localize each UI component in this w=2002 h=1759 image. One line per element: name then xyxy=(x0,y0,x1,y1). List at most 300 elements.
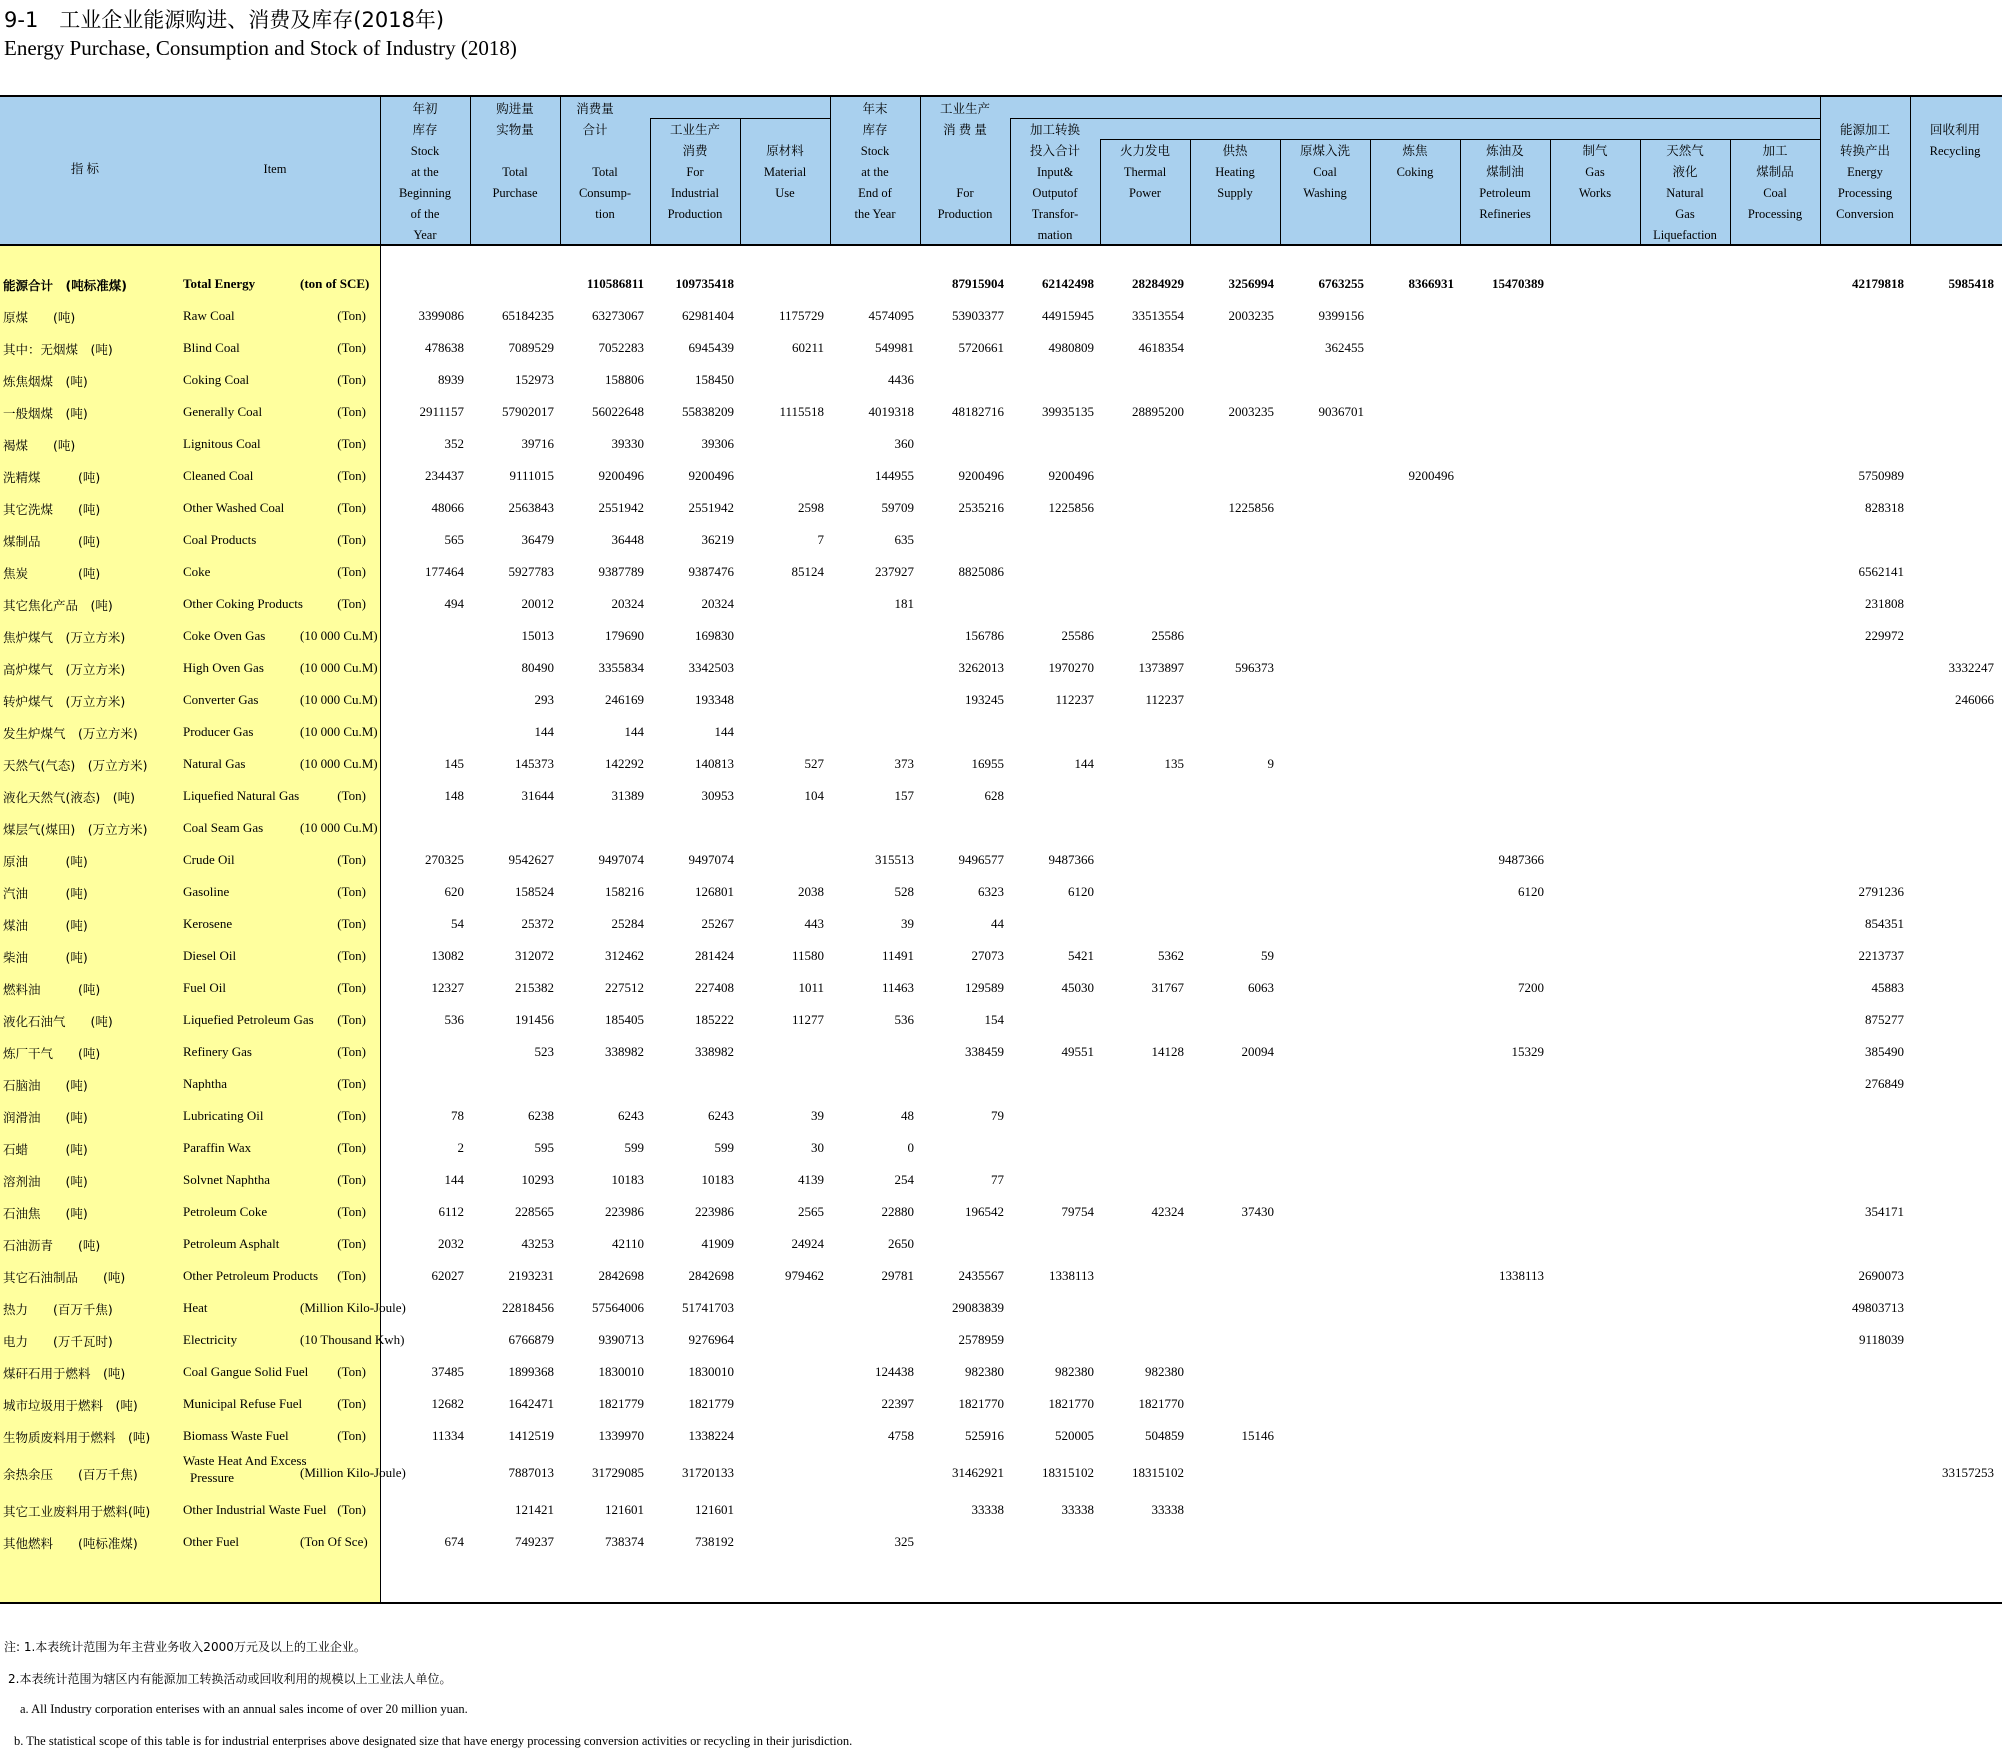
row-value: 2213737 xyxy=(1858,948,1904,963)
header-heating_supply-line: 供热 xyxy=(1222,144,1248,158)
column-divider xyxy=(1280,139,1281,244)
row-item-cn: 汽油 (吨) xyxy=(3,886,88,901)
header-recycling-line: 回收利用 xyxy=(1929,123,1980,137)
header-material_use-line: Material xyxy=(763,165,807,179)
row-value: 674 xyxy=(444,1534,464,1549)
row-value: 158450 xyxy=(695,372,734,387)
row-value: 148 xyxy=(444,788,464,803)
row-value: 112237 xyxy=(1055,692,1094,707)
row-value: 2690073 xyxy=(1858,1268,1904,1283)
row-value: 246066 xyxy=(1955,692,1994,707)
table-row xyxy=(0,813,2002,845)
row-value: 9387476 xyxy=(688,564,734,579)
row-value: 4139 xyxy=(798,1172,824,1187)
row-value: 20012 xyxy=(521,596,554,611)
column-divider xyxy=(740,118,741,244)
row-value: 18315102 xyxy=(1042,1465,1094,1480)
table-row xyxy=(0,749,2002,781)
row-value: 31767 xyxy=(1151,980,1184,995)
row-item-en: Liquefied Petroleum Gas xyxy=(183,1012,314,1027)
row-value: 525916 xyxy=(965,1428,1004,1443)
row-value: 9200496 xyxy=(598,468,644,483)
column-divider xyxy=(1640,139,1641,244)
row-value: 25284 xyxy=(611,916,644,931)
header-coal_processing-line: 加工 xyxy=(1762,144,1788,158)
row-value: 158524 xyxy=(515,884,554,899)
row-value: 9111015 xyxy=(509,468,554,483)
row-value: 39330 xyxy=(611,436,644,451)
row-value: 5720661 xyxy=(958,340,1004,355)
row-item-cn: 能源合计 (吨标准煤) xyxy=(3,278,127,293)
row-item-en: Gasoline xyxy=(183,884,230,899)
row-value: 45883 xyxy=(1871,980,1904,995)
header-purchase-line xyxy=(470,141,560,162)
row-value: 15146 xyxy=(1241,1428,1274,1443)
row-value: 2842698 xyxy=(688,1268,734,1283)
row-unit: (Ton) xyxy=(337,1364,366,1379)
row-value: 158806 xyxy=(605,372,644,387)
table-row xyxy=(0,461,2002,493)
row-value: 62981404 xyxy=(682,308,734,323)
row-item-cn: 高炉煤气 (万立方米) xyxy=(3,662,126,677)
row-value: 10293 xyxy=(521,1172,554,1187)
row-value: 39935135 xyxy=(1042,404,1094,419)
row-value: 54 xyxy=(451,916,464,931)
row-value: 9387789 xyxy=(598,564,644,579)
row-value: 738374 xyxy=(605,1534,644,1549)
row-value: 4758 xyxy=(888,1428,914,1443)
row-value: 77 xyxy=(991,1172,1004,1187)
row-item-en: Coal Products xyxy=(183,532,257,547)
row-value: 1821770 xyxy=(958,1396,1004,1411)
row-value: 79 xyxy=(991,1108,1004,1123)
row-value: 536 xyxy=(894,1012,914,1027)
row-value: 144 xyxy=(714,724,734,739)
row-value: 9 xyxy=(1267,756,1274,771)
header-stock_begin-line: at the xyxy=(411,165,439,179)
row-item-cn: 石脑油 (吨) xyxy=(3,1078,88,1093)
row-value: 28284929 xyxy=(1132,276,1184,291)
row-value: 5362 xyxy=(1158,948,1184,963)
row-unit: (Ton Of Sce) xyxy=(300,1534,368,1549)
row-value: 2032 xyxy=(438,1236,464,1251)
row-unit: (10 000 Cu.M) xyxy=(300,692,378,707)
row-value: 293 xyxy=(534,692,554,707)
header-energy_processing-line: 转换产出 xyxy=(1839,144,1890,158)
row-value: 6120 xyxy=(1518,884,1544,899)
row-value: 37485 xyxy=(431,1364,464,1379)
header-stock_end-line: at the xyxy=(861,165,889,179)
header-stock_end-line: the Year xyxy=(854,207,896,221)
table-row xyxy=(0,1069,2002,1101)
row-value: 15470389 xyxy=(1492,276,1544,291)
row-unit: (Ton) xyxy=(337,884,366,899)
row-value: 875277 xyxy=(1865,1012,1904,1027)
row-unit: (Ton) xyxy=(337,1172,366,1187)
row-value: 6243 xyxy=(618,1108,644,1123)
row-value: 33513554 xyxy=(1132,308,1184,323)
row-value: 5750989 xyxy=(1858,468,1904,483)
header-for_production_group-line: 消 费 量 xyxy=(943,123,987,137)
row-value: 140813 xyxy=(695,756,734,771)
row-value: 56022648 xyxy=(592,404,644,419)
row-value: 1011 xyxy=(798,980,824,995)
row-item-cn: 煤油 (吨) xyxy=(3,918,88,933)
header-coal_processing-line: 煤制品 xyxy=(1756,165,1794,179)
row-value: 385490 xyxy=(1865,1044,1904,1059)
table-row xyxy=(0,685,2002,717)
row-value: 599 xyxy=(624,1140,644,1155)
row-value: 36448 xyxy=(611,532,644,547)
row-unit: (10 000 Cu.M) xyxy=(300,660,378,675)
row-unit: (10 000 Cu.M) xyxy=(300,628,378,643)
header-gas_works-line: Gas xyxy=(1585,165,1605,179)
row-item-en: Total Energy xyxy=(183,276,256,291)
row-value: 12682 xyxy=(431,1396,464,1411)
table-row xyxy=(0,781,2002,813)
header-purchase-line: Purchase xyxy=(492,186,538,200)
row-item-en: Petroleum Coke xyxy=(183,1204,268,1219)
row-value: 3262013 xyxy=(958,660,1004,675)
row-value: 9497074 xyxy=(688,852,734,867)
row-value: 979462 xyxy=(785,1268,824,1283)
row-value: 237927 xyxy=(875,564,914,579)
row-unit: (Ton) xyxy=(337,532,366,547)
row-item-en: Refinery Gas xyxy=(183,1044,252,1059)
row-value: 185405 xyxy=(605,1012,644,1027)
row-value: 527 xyxy=(804,756,824,771)
row-value: 1225856 xyxy=(1228,500,1274,515)
row-item-en: Lignitous Coal xyxy=(183,436,261,451)
note-line: a. All Industry corporation enterises with an annual sales income of over 20 million yuan. xyxy=(20,1702,468,1716)
header-stock_begin-line: of the xyxy=(410,207,440,221)
row-item-en: High Oven Gas xyxy=(183,660,264,675)
row-item-cn: 一般烟煤 (吨) xyxy=(3,406,88,421)
row-item-en: Crude Oil xyxy=(183,852,235,867)
row-item-en: Waste Heat And Excess xyxy=(183,1453,307,1468)
row-item-cn: 石油沥青 (吨) xyxy=(3,1238,101,1253)
column-divider xyxy=(1550,139,1551,244)
table-row xyxy=(0,525,2002,557)
row-value: 44 xyxy=(991,916,1004,931)
row-unit: (Ton) xyxy=(337,372,366,387)
row-value: 4019318 xyxy=(868,404,914,419)
row-unit: (Ton) xyxy=(337,852,366,867)
row-value: 44915945 xyxy=(1042,308,1094,323)
row-value: 549981 xyxy=(875,340,914,355)
row-value: 9487366 xyxy=(1498,852,1544,867)
row-value: 39 xyxy=(811,1108,824,1123)
row-value: 6063 xyxy=(1248,980,1274,995)
row-value: 41909 xyxy=(701,1236,734,1251)
row-item-cn: 转炉煤气 (万立方米) xyxy=(3,694,126,709)
table-row xyxy=(0,429,2002,461)
table-row xyxy=(0,493,2002,525)
row-value: 1830010 xyxy=(688,1364,734,1379)
header-stock_begin-line: Stock xyxy=(410,144,440,158)
row-item-cn: 炼焦烟煤 (吨) xyxy=(3,374,88,389)
row-value: 2650 xyxy=(888,1236,914,1251)
header-divider xyxy=(650,118,830,119)
row-item-en: Petroleum Asphalt xyxy=(183,1236,280,1251)
row-item-en: Other Fuel xyxy=(183,1534,239,1549)
row-value: 31462921 xyxy=(952,1465,1004,1480)
row-unit: (Ton) xyxy=(337,1044,366,1059)
row-value: 49551 xyxy=(1061,1044,1094,1059)
header-petroleum_refineries-line: 炼油及 xyxy=(1486,144,1524,158)
row-value: 596373 xyxy=(1235,660,1274,675)
row-value: 6323 xyxy=(978,884,1004,899)
row-value: 338982 xyxy=(695,1044,734,1059)
row-item-cn: 焦炉煤气 (万立方米) xyxy=(3,630,126,645)
row-value: 48 xyxy=(901,1108,914,1123)
row-value: 51741703 xyxy=(682,1300,734,1315)
row-value: 13082 xyxy=(431,948,464,963)
row-value: 33157253 xyxy=(1942,1465,1994,1480)
row-value: 144 xyxy=(1074,756,1094,771)
row-value: 8825086 xyxy=(958,564,1004,579)
row-value: 246169 xyxy=(605,692,644,707)
row-value: 9496577 xyxy=(958,852,1004,867)
header-industrial_production-line: Industrial xyxy=(671,186,719,200)
header-industrial_group-line: 消费 xyxy=(682,144,708,158)
row-unit: (Ton) xyxy=(337,596,366,611)
row-value: 179690 xyxy=(605,628,644,643)
row-value: 1412519 xyxy=(508,1428,554,1443)
row-value: 520005 xyxy=(1055,1428,1094,1443)
row-item-en: Electricity xyxy=(183,1332,238,1347)
row-value: 152973 xyxy=(515,372,554,387)
header-energy_processing-line: Processing xyxy=(1837,186,1893,200)
row-value: 29781 xyxy=(881,1268,914,1283)
row-item-en: Coal Gangue Solid Fuel xyxy=(183,1364,309,1379)
row-value: 1970270 xyxy=(1048,660,1094,675)
row-value: 145 xyxy=(444,756,464,771)
row-item-cn: 其中：无烟煤 (吨) xyxy=(3,342,113,357)
row-value: 1175729 xyxy=(778,308,824,323)
row-value: 20324 xyxy=(701,596,734,611)
table-row xyxy=(0,1495,2002,1527)
row-value: 121601 xyxy=(695,1502,734,1517)
row-value: 22397 xyxy=(881,1396,914,1411)
header-col_item_cn: 指 标 xyxy=(70,162,100,176)
row-value: 33338 xyxy=(1061,1502,1094,1517)
row-value: 5985418 xyxy=(1948,276,1994,291)
row-value: 373 xyxy=(894,756,914,771)
header-energy_processing-line: 能源加工 xyxy=(1839,123,1890,137)
page-title-cn: 9-1 工业企业能源购进、消费及库存(2018年) xyxy=(4,8,445,32)
header-thermal_power-line: 火力发电 xyxy=(1119,144,1170,158)
row-value: 281424 xyxy=(695,948,734,963)
row-unit: (Ton) xyxy=(337,980,366,995)
table-row xyxy=(0,1421,2002,1453)
header-stock_end-line: End of xyxy=(858,186,892,200)
row-value: 37430 xyxy=(1241,1204,1274,1219)
header-transform_input-line: Input& xyxy=(1036,165,1074,179)
row-value: 9399156 xyxy=(1318,308,1364,323)
row-value: 360 xyxy=(894,436,914,451)
row-value: 2563843 xyxy=(508,500,554,515)
header-stock_begin-line: Beginning xyxy=(398,186,452,200)
row-value: 749237 xyxy=(515,1534,554,1549)
row-value: 2578959 xyxy=(958,1332,1004,1347)
row-value: 1821779 xyxy=(598,1396,644,1411)
row-value: 3399086 xyxy=(418,308,464,323)
row-item-en: Biomass Waste Fuel xyxy=(183,1428,289,1443)
row-item-en: Producer Gas xyxy=(183,724,254,739)
row-unit: (10 Thousand Kwh) xyxy=(300,1332,405,1347)
row-value: 185222 xyxy=(695,1012,734,1027)
row-value: 9036701 xyxy=(1318,404,1364,419)
table-row xyxy=(0,909,2002,941)
row-value: 25267 xyxy=(701,916,734,931)
row-value: 1899368 xyxy=(508,1364,554,1379)
header-total_consumption-line: tion xyxy=(595,207,615,221)
column-divider xyxy=(1190,139,1191,244)
row-item-en-line2: Pressure xyxy=(190,1470,235,1485)
row-value: 154 xyxy=(984,1012,1004,1027)
column-divider xyxy=(560,97,561,244)
row-item-cn: 其他燃料 (吨标准煤) xyxy=(3,1536,138,1551)
row-unit: (Ton) xyxy=(337,1428,366,1443)
header-coking-line: Coking xyxy=(1396,165,1434,179)
row-value: 157 xyxy=(894,788,914,803)
row-value: 362455 xyxy=(1325,340,1364,355)
page-title-en: Energy Purchase, Consumption and Stock of Industry (2018) xyxy=(4,36,517,60)
header-purchase-line: 购进量 xyxy=(496,102,534,116)
row-value: 22818456 xyxy=(502,1300,554,1315)
row-value: 1642471 xyxy=(508,1396,554,1411)
row-value: 42110 xyxy=(611,1236,644,1251)
table-row xyxy=(0,653,2002,685)
row-value: 9390713 xyxy=(598,1332,644,1347)
row-item-cn: 煤矸石用于燃料 (吨) xyxy=(3,1366,126,1381)
row-item-cn: 天然气(气态) (万立方米) xyxy=(3,758,148,773)
table-row xyxy=(0,1357,2002,1389)
row-unit: (Ton) xyxy=(337,1396,366,1411)
table-row xyxy=(0,1261,2002,1293)
row-value: 104 xyxy=(804,788,824,803)
note-line: b. The statistical scope of this table is for industrial enterprises above designated size that have energy processing conversion activities or recycling in their jurisdiction. xyxy=(14,1734,853,1748)
row-value: 59 xyxy=(1261,948,1274,963)
row-unit: (Ton) xyxy=(337,404,366,419)
row-value: 48182716 xyxy=(952,404,1004,419)
row-value: 145373 xyxy=(515,756,554,771)
row-value: 31720133 xyxy=(682,1465,734,1480)
row-value: 1115518 xyxy=(779,404,824,419)
row-value: 4618354 xyxy=(1138,340,1184,355)
row-value: 124438 xyxy=(875,1364,914,1379)
row-value: 234437 xyxy=(425,468,464,483)
row-value: 6562141 xyxy=(1858,564,1904,579)
column-divider xyxy=(650,118,651,244)
row-item-en: Cleaned Coal xyxy=(183,468,254,483)
row-value: 25586 xyxy=(1151,628,1184,643)
row-value: 338459 xyxy=(965,1044,1004,1059)
row-value: 15013 xyxy=(521,628,554,643)
row-value: 25586 xyxy=(1061,628,1094,643)
table-row xyxy=(0,1197,2002,1229)
row-value: 55838209 xyxy=(682,404,734,419)
row-value: 129589 xyxy=(965,980,1004,995)
row-value: 1830010 xyxy=(598,1364,644,1379)
row-item-en: Other Coking Products xyxy=(183,596,303,611)
row-value: 11334 xyxy=(431,1428,464,1443)
row-value: 11463 xyxy=(881,980,914,995)
row-value: 25372 xyxy=(521,916,554,931)
row-value: 228565 xyxy=(515,1204,554,1219)
column-divider xyxy=(1460,139,1461,244)
header-energy_processing-line: Energy xyxy=(1847,165,1883,179)
header-gas_liquefaction-line: 天然气 xyxy=(1666,144,1704,158)
table-row xyxy=(0,269,2002,301)
row-value: 57902017 xyxy=(502,404,554,419)
row-value: 36479 xyxy=(521,532,554,547)
row-value: 18315102 xyxy=(1132,1465,1184,1480)
header-stock_end-line: 库存 xyxy=(862,123,888,137)
row-value: 1339970 xyxy=(598,1428,644,1443)
row-value: 62027 xyxy=(431,1268,464,1283)
row-value: 20324 xyxy=(611,596,644,611)
row-value: 33338 xyxy=(1151,1502,1184,1517)
row-value: 59709 xyxy=(881,500,914,515)
row-item-en: Municipal Refuse Fuel xyxy=(183,1396,303,1411)
row-value: 2911157 xyxy=(419,404,464,419)
header-coking-line: 炼焦 xyxy=(1402,144,1428,158)
column-divider xyxy=(1370,139,1371,244)
row-value: 181 xyxy=(894,596,914,611)
row-item-cn: 热力 (百万千焦) xyxy=(3,1302,113,1317)
row-value: 112237 xyxy=(1145,692,1184,707)
row-unit: (Ton) xyxy=(337,1268,366,1283)
row-value: 79754 xyxy=(1061,1204,1094,1219)
header-col_item_en: Item xyxy=(263,162,287,176)
column-divider xyxy=(1730,139,1731,244)
header-energy_processing-line: Conversion xyxy=(1836,207,1894,221)
row-value: 31389 xyxy=(611,788,644,803)
row-value: 982380 xyxy=(1055,1364,1094,1379)
row-value: 315513 xyxy=(875,852,914,867)
table-row xyxy=(0,397,2002,429)
header-coal_processing-line: Processing xyxy=(1747,207,1803,221)
row-value: 12327 xyxy=(431,980,464,995)
row-item-cn: 褐煤 (吨) xyxy=(3,438,76,453)
row-value: 325 xyxy=(894,1534,914,1549)
row-value: 7052283 xyxy=(598,340,644,355)
header-coal_processing-line: Coal xyxy=(1763,186,1787,200)
table-row xyxy=(0,717,2002,749)
row-value: 494 xyxy=(444,596,464,611)
row-value: 4980809 xyxy=(1048,340,1094,355)
row-value: 22880 xyxy=(881,1204,914,1219)
row-value: 1821770 xyxy=(1138,1396,1184,1411)
row-value: 5421 xyxy=(1068,948,1094,963)
header-for_production-line: For xyxy=(956,186,974,200)
row-value: 1225856 xyxy=(1048,500,1094,515)
row-value: 565 xyxy=(444,532,464,547)
row-value: 27073 xyxy=(971,948,1004,963)
table-row xyxy=(0,589,2002,621)
row-value: 39 xyxy=(901,916,914,931)
row-value: 982380 xyxy=(1145,1364,1184,1379)
row-value: 6112 xyxy=(438,1204,464,1219)
row-value: 135 xyxy=(1164,756,1184,771)
row-value: 9497074 xyxy=(598,852,644,867)
table-row xyxy=(0,1037,2002,1069)
row-value: 1821779 xyxy=(688,1396,734,1411)
row-item-cn: 洗精煤 (吨) xyxy=(3,470,101,485)
header-stock_begin-line: 年初 xyxy=(412,102,438,116)
